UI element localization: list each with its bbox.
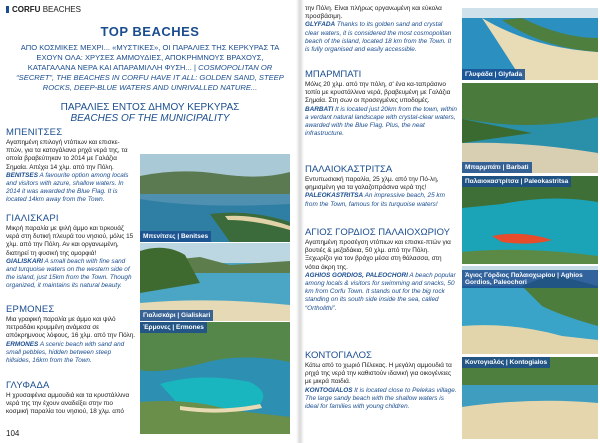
page-number: 104 xyxy=(6,429,20,438)
section-benitses xyxy=(6,127,136,205)
section-aghios-gordios xyxy=(305,227,457,313)
section-greek-text: την Πόλη. Είναι πλήρως οργανωμένη και εύκολα προσβάσιμη. xyxy=(305,5,442,21)
section-english-text: It is located close to Pelekas village. The large sandy beach with the shallow waters is ideal for families with young children. xyxy=(305,386,457,411)
beach-image xyxy=(462,83,598,173)
section-kontogialos xyxy=(305,350,457,411)
section-title: ΓΙΑΛΙΣΚΑΡΙ xyxy=(6,213,59,224)
section-greek-text: Εντυπωσιακή παραλία, 25 χλμ. από την Πό-λη, φημισμένη για τα γαλαζοπράσινα νερά της! xyxy=(305,176,439,192)
intro-greek: ΑΠΟ ΚΟΣΜΙΚΕΣ ΜΕΧΡΙ... «ΜΥΣΤΙΚΕΣ», ΟΙ ΠΑΡΑΛΙΕΣ ΤΗΣ ΚΕΡΚΥΡΑΣ ΤΑ ΕΧΟΥΝ ΟΛΑ: ΧΡΥΣΕΣ ΑΜΜΟΥΔΙΕΣ, ΑΠΟΚΡΗΜΝΟΥΣ ΒΡΑΧΟΥΣ, ΚΑΤΑΓΑΛΑΝΑ ΝΕΡΑ ΚΑΙ ΑΠΑΡΑΜΙΛΛΗ ΦΥΣΗ... | xyxy=(20,43,280,72)
section-title: ΚΟΝΤΟΓΙΑΛΟΣ xyxy=(305,350,372,361)
section-greek-text: Μικρή παραλία με ψιλή άμμο και τιρκουάζ νερά στη δυτική πλευρά του νησιού, μόλις 15 χλμ. από την Πόλη. Αν και οργανωμένη, διατηρεί τη φυσική της ομορφιά! xyxy=(6,225,134,257)
section-english xyxy=(6,258,136,291)
section-english-text: A beach popular among locals & visitors for swimming and snacks, 50 km from Corfu Town. It stands out for the big rock standing on its south side inside the sea, called “Ortholithi”. xyxy=(305,271,456,312)
section-english-text: An impressive beach, 25 km from the Town, famous for its turquoise waters! xyxy=(305,192,445,208)
photo-caption: Γιαλισκάρι | Gialiskari xyxy=(140,310,213,321)
header-marker xyxy=(6,6,9,13)
subtitle-greek: ΠΑΡΑΛΙΕΣ ΕΝΤΟΣ ΔΗΜΟΥ ΚΕΡΚΥΡΑΣ xyxy=(60,102,240,113)
intro-english: COSMOPOLITAN OR “SECRET”, THE BEACHES IN CORFU HAVE IT ALL: GOLDEN SAND, STEEP ROCKS, DEEP-BLUE WATERS AND UNRIVALLED NATURE... xyxy=(16,63,284,92)
beach-image xyxy=(462,176,598,264)
photo-caption: Έρμονες | Ermones xyxy=(140,322,207,333)
section-english xyxy=(305,272,457,313)
section-glyfada-cont xyxy=(305,5,457,54)
section-english-text: A small beach with fine sand and turquoise waters on the western side of the island, just 15km from the Town. Though organized, it maintains its natural beauty. xyxy=(6,257,132,290)
section-gialiskari xyxy=(6,213,136,291)
section-english-text: Thanks to its golden sand and crystal clear waters, it is considered the most cosmopolitan beach of the island, located 18 km from the Town. It is fully organised and easily accessible. xyxy=(305,21,452,54)
running-header xyxy=(6,5,81,14)
section-english-name: GLYFADA xyxy=(305,21,336,29)
section-glyfada-start xyxy=(6,380,136,417)
photo-kontogialos xyxy=(462,357,598,439)
photo-caption: Παλαιοκαστρίτσα | Paleokastritsa xyxy=(462,176,571,187)
section-greek-text: Αγαπημένη επιλογή ντόπιων και επισκε-πτών, για τα κατογάλανα ρηχά νερά της, τα οποία βραβεύτηκαν το 2014 με Γαλάζια Σημαία. Απέχει 14 χλμ. από την Πόλη. xyxy=(6,139,128,171)
section-paleokastritsa xyxy=(305,164,457,209)
section-greek-text: Κάτω από το χωριό Πέλεκας. Η μεγάλη αμμουδιά τα ρηχά της νερά την καθιστούν ιδανική για οικογένειες με μικρά παιδιά. xyxy=(305,362,452,386)
section-title: ΕΡΜΟΝΕΣ xyxy=(6,304,55,315)
header-section: BEACHES xyxy=(42,5,81,14)
header-brand: CORFU xyxy=(12,5,41,14)
beach-image xyxy=(140,154,290,242)
section-english-name: BENITSES xyxy=(6,171,38,179)
photo-gialiskari xyxy=(140,243,290,321)
photo-ermones xyxy=(140,322,290,434)
section-title: ΜΠΑΡΜΠΑΤΙ xyxy=(305,69,362,80)
section-english xyxy=(6,341,136,366)
photo-glyfada xyxy=(462,8,598,80)
photo-benitses xyxy=(140,154,290,242)
photo-caption: Άγιος Γόρδιος Παλαιοχωρίου | Aghios Gordios, Paleochori xyxy=(462,270,598,288)
section-title: ΑΓΙΟΣ ΓΟΡΔΙΟΣ ΠΑΛΑΙΟΧΩΡΙΟΥ xyxy=(305,227,450,238)
photo-caption: Μπαρμπάτι | Barbati xyxy=(462,162,532,173)
beach-image xyxy=(462,357,598,439)
section-english-name: KONTOGIALOS xyxy=(305,386,353,394)
section-greek-text: Αγαπημένη προσέγση ντόπιων και επισκε-πτών για βουτιές & μεζαδάκια, 50 χλμ. από την Πόλη. Ξεχωρίζει για τον βράχο μέσα στη θάλασσα, στη νότια άκρη της. xyxy=(305,239,451,271)
photo-caption: Μπενίτσες | Benitses xyxy=(140,231,211,242)
photo-aghios-gordios xyxy=(462,266,598,354)
section-english xyxy=(305,387,457,412)
section-title: ΜΠΕΝΙΤΣΕΣ xyxy=(6,127,63,138)
photo-paleokastritsa xyxy=(462,176,598,264)
page-title: TOP BEACHES xyxy=(100,24,200,39)
section-english-name: PALEOKASTRITSA xyxy=(305,192,364,200)
section-ermones xyxy=(6,304,136,365)
section-english xyxy=(305,192,457,208)
photo-caption: Κοντογιαλός | Kontogialos xyxy=(462,357,550,368)
section-english-text: A scenic beach with sand and small pebbles, hidden between steep hillsides, 16km from the Town. xyxy=(6,340,125,365)
section-greek-text: Η χρυσαφένια αμμουδιά και τα κρυστάλλινα νερά της την έχουν αναδείξει στην πιο κοσμική παραλία του νησιού, 18 χλμ. από xyxy=(6,392,130,416)
photo-barbati xyxy=(462,83,598,173)
photo-caption: Γλυφάδα | Glyfada xyxy=(462,69,525,80)
section-english-name: GIALISKARI xyxy=(6,257,43,265)
section-title: ΠΑΛΑΙΟΚΑΣΤΡΙΤΣΑ xyxy=(305,164,393,175)
section-english-name: ERMONES xyxy=(6,340,39,348)
section-greek-text: Μια γραφική παραλία με άμμο και ψιλό πετραδάκι κρυμμένη ανάμεσα σε απόκρημνους λόφους, 16 χλμ. από την Πόλη. xyxy=(6,316,136,340)
spread-gutter xyxy=(296,0,304,443)
section-english xyxy=(6,172,136,205)
beach-image xyxy=(140,322,290,434)
section-english-name: BARBATI xyxy=(305,105,334,113)
subtitle-english: BEACHES OF THE MUNICIPALITY xyxy=(70,113,230,124)
section-english xyxy=(305,106,457,139)
section-english-text: A favourite option among locals and visitors with azure, shallow waters. In 2014 it was awarded the Blue Flag. It is located 14km away from the Town. xyxy=(6,171,129,204)
section-english xyxy=(305,21,457,54)
section-barbati xyxy=(305,69,457,138)
section-english-name: AGHIOS GORDIOS, PALEOCHORI xyxy=(305,271,408,279)
section-title: ΓΛΥΦΑΔΑ xyxy=(6,380,50,391)
section-english-text: It is located just 20km from the town, within a verdant natural landscape with crystal-clear waters, awarded with the Blue Flag. Plus, the neat infrastructure. xyxy=(305,105,457,138)
intro xyxy=(14,43,286,93)
section-greek-text: Μόλις 20 χλμ. από την πόλη, σ' ένα κα-ταπράσινο τοπίο με κρυστάλλινα νερά, βραβευμένη με Γαλάζια Σημαία. Στη σων οι προσεγμένες υποδομές. xyxy=(305,81,451,105)
